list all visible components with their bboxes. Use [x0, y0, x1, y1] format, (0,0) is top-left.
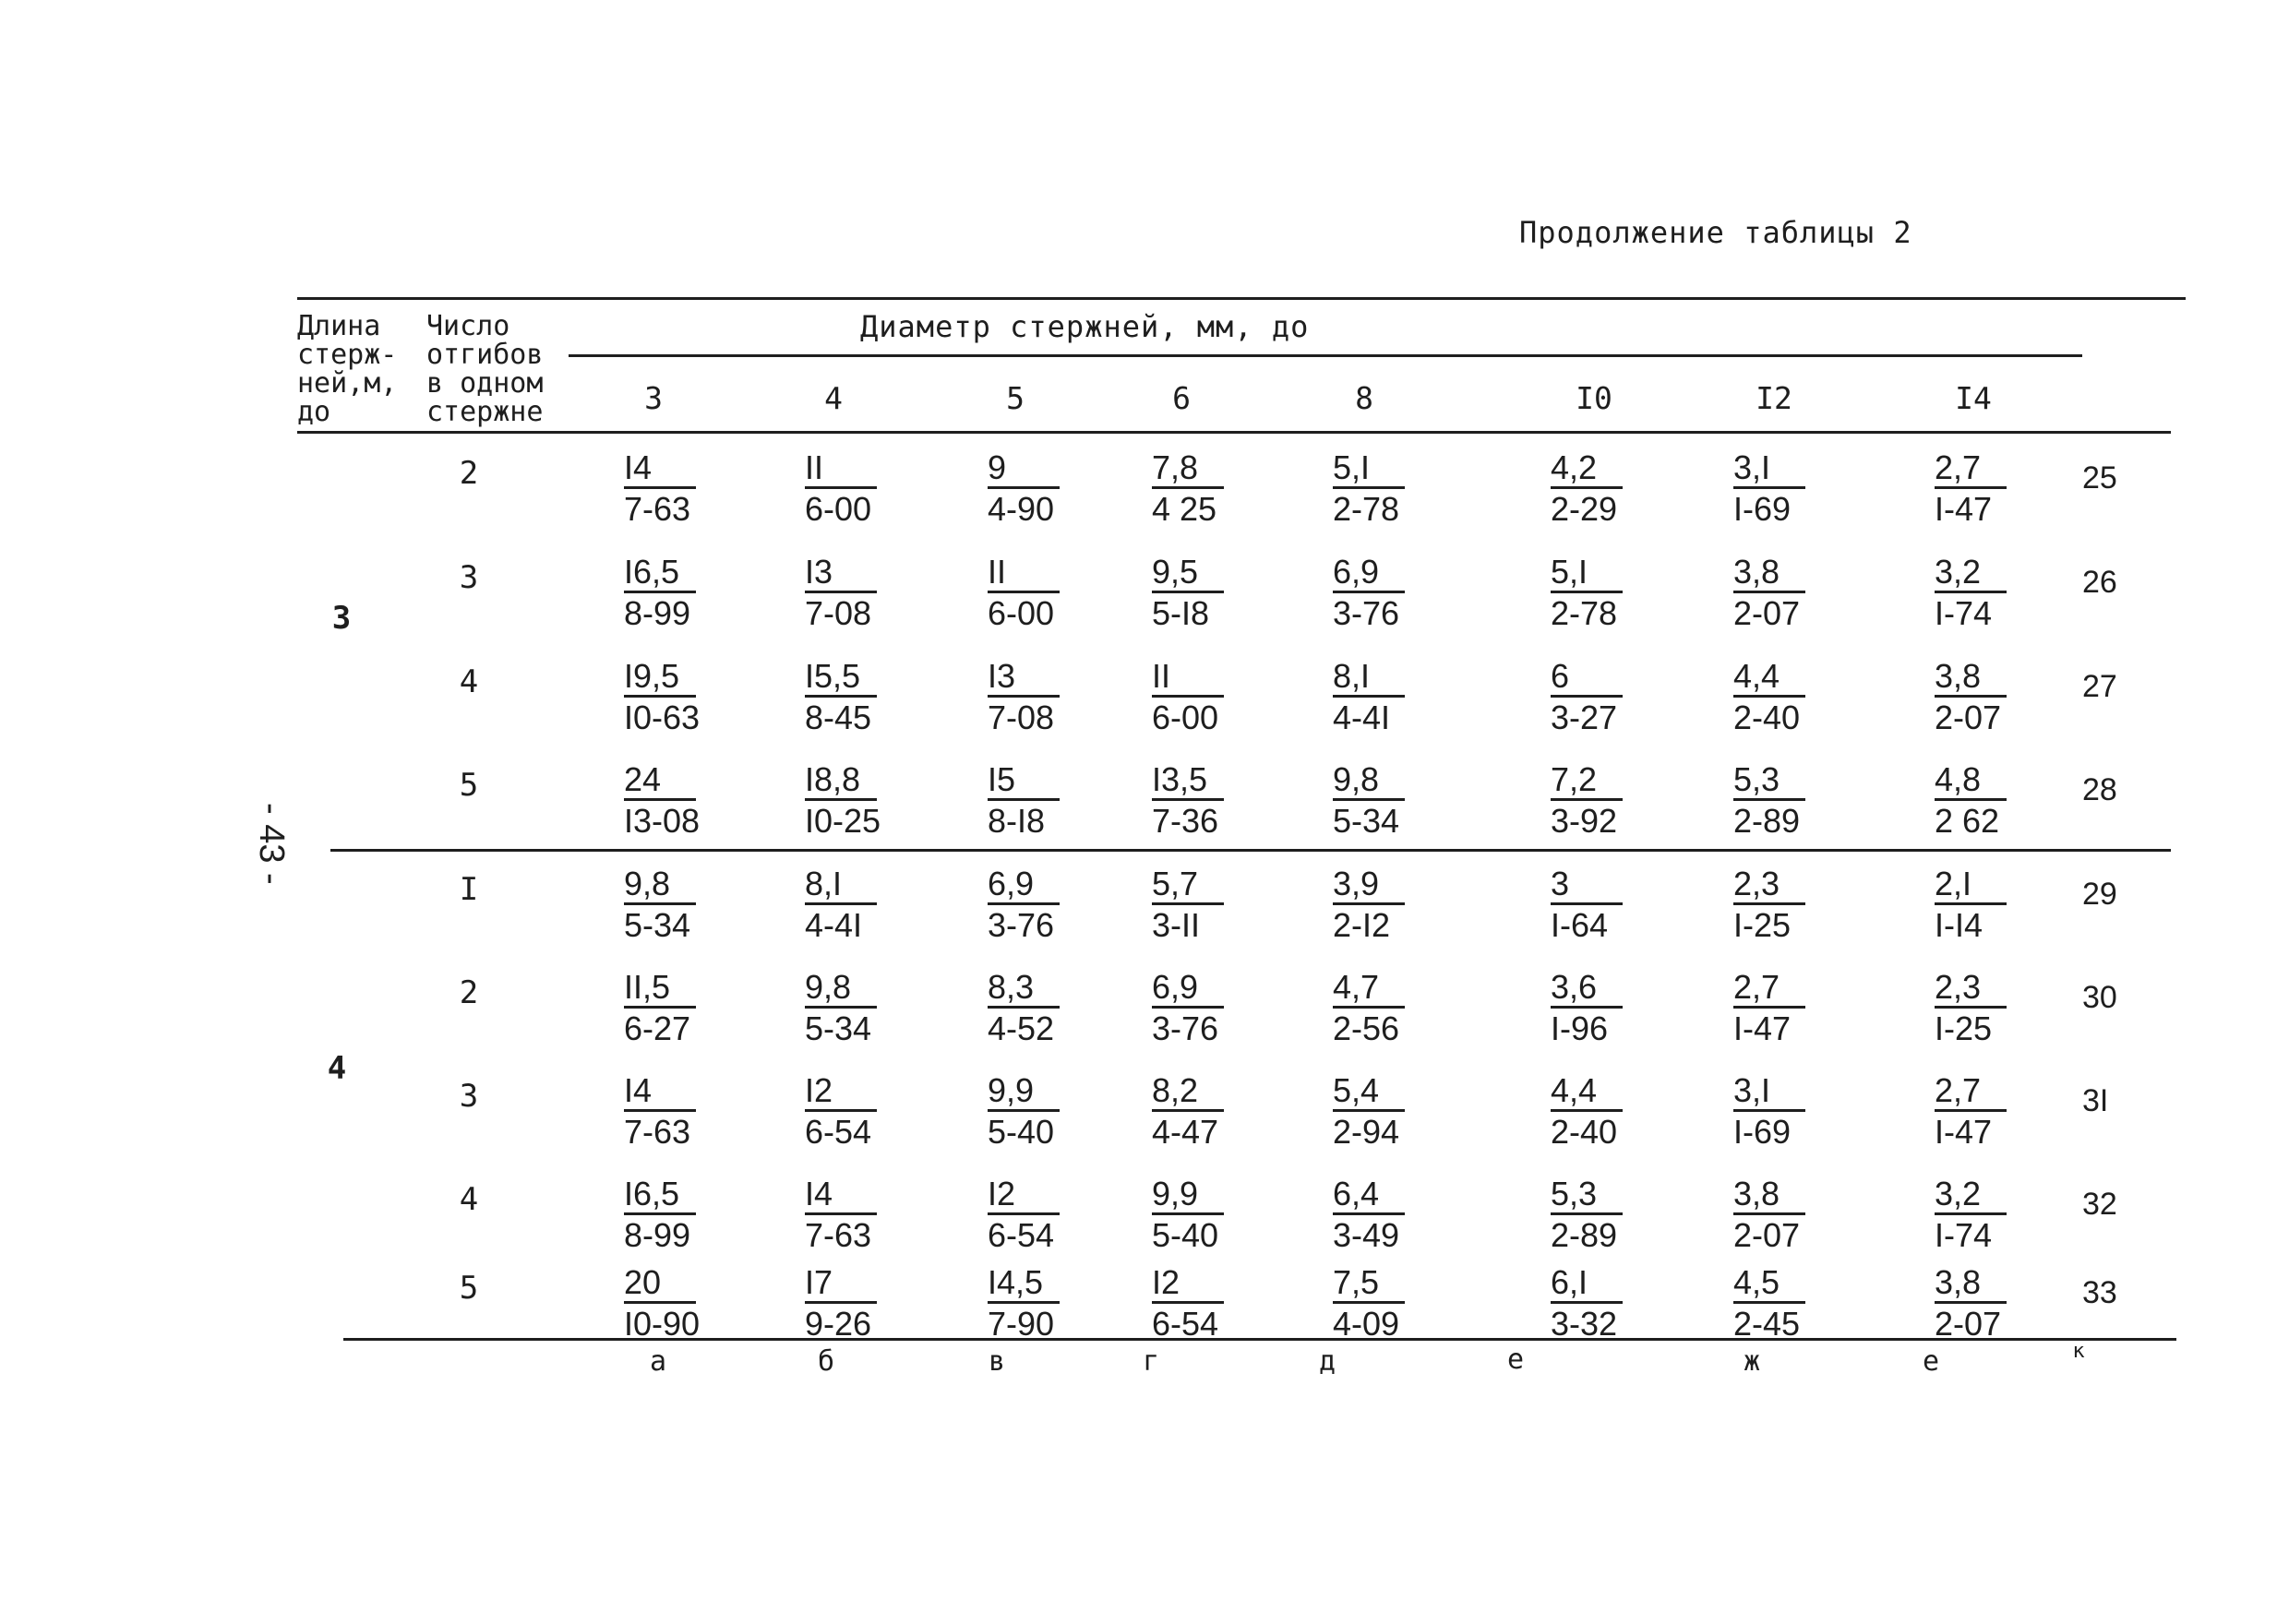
- table-cell: [988, 761, 1060, 840]
- cell-numerator: I2: [805, 1072, 877, 1112]
- bends-header-line: Число: [426, 310, 510, 342]
- row-number: 26: [2082, 565, 2117, 600]
- table-cell: [1935, 969, 2007, 1047]
- table-cell: [805, 554, 877, 632]
- cell-numerator: 20: [624, 1264, 696, 1304]
- cell-denominator: 4-47: [1152, 1113, 1219, 1151]
- table-cell: [805, 969, 877, 1047]
- table-cell: [805, 658, 877, 736]
- table-cell: [988, 1072, 1060, 1151]
- cell-denominator: I-25: [1935, 1009, 1993, 1047]
- footer-letter: к: [2072, 1340, 2085, 1363]
- cell-numerator: I6,5: [624, 554, 696, 593]
- row-number: 29: [2082, 877, 2117, 912]
- row-number: 33: [2082, 1275, 2117, 1310]
- table-cell: [1152, 969, 1224, 1047]
- table-cell: [805, 866, 877, 944]
- cell-denominator: I0-25: [805, 802, 881, 840]
- cell-numerator: 5,4: [1333, 1072, 1405, 1112]
- table-cell: [1935, 1264, 2007, 1343]
- cell-numerator: 9: [988, 449, 1060, 489]
- table-cell: [1551, 449, 1623, 528]
- cell-numerator: 3,8: [1935, 658, 2007, 698]
- cell-numerator: 9,9: [988, 1072, 1060, 1112]
- table-cell: [624, 761, 700, 840]
- bends-count: 4: [459, 663, 479, 700]
- diameter-col-5: 5: [1006, 380, 1025, 416]
- cell-numerator: 4,5: [1733, 1264, 1805, 1304]
- table-cell: [988, 969, 1060, 1047]
- diameter-header-title: Диаметр стержней, мм, до: [860, 309, 1310, 344]
- row-number: 28: [2082, 772, 2117, 807]
- table-cell: [1935, 449, 2007, 528]
- cell-denominator: 6-00: [988, 594, 1055, 632]
- cell-numerator: 4,2: [1551, 449, 1623, 489]
- cell-numerator: I6,5: [624, 1176, 696, 1215]
- cell-numerator: 2,I: [1935, 866, 2007, 905]
- cell-numerator: 5,I: [1333, 449, 1405, 489]
- cell-numerator: I9,5: [624, 658, 696, 698]
- cell-denominator: I-74: [1935, 1216, 1993, 1254]
- cell-denominator: I-69: [1733, 490, 1792, 528]
- footer-letter: е: [1922, 1345, 1940, 1378]
- cell-denominator: 5-40: [988, 1113, 1055, 1151]
- cell-denominator: 4-4I: [805, 906, 863, 944]
- table-cell: [1152, 1264, 1224, 1343]
- cell-numerator: 3,9: [1333, 866, 1405, 905]
- cell-numerator: I2: [988, 1176, 1060, 1215]
- cell-numerator: I5,5: [805, 658, 877, 698]
- table-cell: [1733, 449, 1805, 528]
- cell-denominator: 3-92: [1551, 802, 1618, 840]
- bends-count: 5: [459, 1270, 479, 1307]
- table-cell: [624, 1072, 696, 1151]
- cell-numerator: 3,2: [1935, 554, 2007, 593]
- cell-numerator: 9,8: [1333, 761, 1405, 801]
- cell-denominator: 7-36: [1152, 802, 1219, 840]
- table-cell: [1333, 658, 1405, 736]
- table-cell: [1551, 658, 1623, 736]
- cell-denominator: 2-40: [1551, 1113, 1618, 1151]
- cell-denominator: I-74: [1935, 594, 1993, 632]
- footer-letter: г: [1142, 1345, 1160, 1378]
- table-cell: [988, 1176, 1060, 1254]
- cell-denominator: 2-89: [1733, 802, 1801, 840]
- cell-denominator: 6-54: [988, 1216, 1055, 1254]
- cell-numerator: I3: [805, 554, 877, 593]
- length-header-line: до: [297, 396, 331, 428]
- table-cell: [1551, 866, 1623, 944]
- cell-numerator: 5,7: [1152, 866, 1224, 905]
- cell-numerator: 3,8: [1935, 1264, 2007, 1304]
- table-cell: [624, 554, 696, 632]
- cell-denominator: I-47: [1733, 1009, 1792, 1047]
- cell-denominator: 3-49: [1333, 1216, 1400, 1254]
- table-cell: [988, 658, 1060, 736]
- cell-denominator: 9-26: [805, 1305, 872, 1343]
- cell-numerator: 7,5: [1333, 1264, 1405, 1304]
- table-cell: [1935, 866, 2007, 944]
- table-cell: [1733, 1264, 1805, 1343]
- cell-numerator: I3,5: [1152, 761, 1224, 801]
- bends-header-line: стержне: [426, 396, 544, 428]
- length-header-line: Длина: [297, 310, 381, 342]
- cell-denominator: 6-00: [805, 490, 872, 528]
- table-cell: [1333, 761, 1405, 840]
- table-cell: [624, 866, 696, 944]
- cell-denominator: 2-07: [1733, 1216, 1801, 1254]
- table-cell: [805, 1072, 877, 1151]
- diameter-col-6: 6: [1172, 380, 1191, 416]
- bends-header-line: отгибов: [426, 339, 544, 371]
- row-number: 27: [2082, 669, 2117, 704]
- cell-numerator: 3,2: [1935, 1176, 2007, 1215]
- cell-denominator: 4-09: [1333, 1305, 1400, 1343]
- diameter-col-4: 4: [824, 380, 843, 416]
- table-cell: [1333, 1176, 1405, 1254]
- row-number: 3I: [2082, 1083, 2109, 1118]
- cell-denominator: 2-I2: [1333, 906, 1391, 944]
- length-header-line: стерж-: [297, 339, 398, 371]
- cell-denominator: 2 62: [1935, 802, 2000, 840]
- cell-denominator: 7-90: [988, 1305, 1055, 1343]
- cell-denominator: 5-34: [624, 906, 691, 944]
- cell-denominator: 2-40: [1733, 699, 1801, 736]
- cell-numerator: I3: [988, 658, 1060, 698]
- cell-numerator: 9,5: [1152, 554, 1224, 593]
- cell-numerator: 24: [624, 761, 696, 801]
- cell-denominator: 2-94: [1333, 1113, 1400, 1151]
- table-cell: [624, 658, 700, 736]
- table-cell: [988, 1264, 1060, 1343]
- cell-numerator: 7,2: [1551, 761, 1623, 801]
- cell-numerator: 8,2: [1152, 1072, 1224, 1112]
- diameter-col-12: I2: [1756, 380, 1792, 416]
- cell-denominator: 2-07: [1733, 594, 1801, 632]
- cell-numerator: 4,4: [1551, 1072, 1623, 1112]
- cell-numerator: 3,8: [1733, 1176, 1805, 1215]
- footer-letter: в: [988, 1345, 1006, 1378]
- footer-letter: ж: [1743, 1345, 1761, 1378]
- cell-numerator: II: [988, 554, 1060, 593]
- cell-numerator: 6,9: [988, 866, 1060, 905]
- cell-denominator: 4-90: [988, 490, 1055, 528]
- header-bottom-rule: [297, 431, 2171, 434]
- table-cell: [1333, 449, 1405, 528]
- table-cell: [1152, 866, 1224, 944]
- cell-denominator: 2-45: [1733, 1305, 1801, 1343]
- footer-letter: е: [1506, 1343, 1525, 1376]
- cell-denominator: 3-76: [988, 906, 1055, 944]
- table-cell: [1733, 866, 1805, 944]
- row-number: 30: [2082, 980, 2117, 1015]
- diameter-col-8: 8: [1355, 380, 1373, 416]
- cell-denominator: 6-54: [1152, 1305, 1219, 1343]
- cell-denominator: 4-4I: [1333, 699, 1391, 736]
- cell-numerator: 3,6: [1551, 969, 1623, 1009]
- table-cell: [988, 449, 1060, 528]
- footer-letter: д: [1318, 1345, 1336, 1378]
- cell-denominator: 7-08: [805, 594, 872, 632]
- cell-numerator: I2: [1152, 1264, 1224, 1304]
- bends-count: 3: [459, 1078, 479, 1115]
- cell-numerator: I4: [805, 1176, 877, 1215]
- cell-numerator: 5,3: [1551, 1176, 1623, 1215]
- table-cell: [624, 449, 696, 528]
- cell-denominator: 3-27: [1551, 699, 1618, 736]
- table-cell: [1733, 554, 1805, 632]
- cell-denominator: 6-00: [1152, 699, 1219, 736]
- table-cell: [988, 866, 1060, 944]
- cell-denominator: I-96: [1551, 1009, 1609, 1047]
- table-top-rule: [297, 297, 2186, 300]
- table-cell: [1935, 761, 2007, 840]
- table-cell: [624, 1176, 696, 1254]
- cell-numerator: 4,7: [1333, 969, 1405, 1009]
- cell-numerator: II: [805, 449, 877, 489]
- footer-letter: а: [649, 1345, 667, 1378]
- cell-numerator: 3: [1551, 866, 1623, 905]
- page-number: - 43 -: [252, 803, 291, 885]
- cell-numerator: II: [1152, 658, 1224, 698]
- table-cell: [1152, 449, 1224, 528]
- cell-denominator: 4 25: [1152, 490, 1217, 528]
- cell-denominator: I-I4: [1935, 906, 1983, 944]
- cell-denominator: 6-27: [624, 1009, 691, 1047]
- table-cell: [1333, 969, 1405, 1047]
- table-cell: [1733, 1176, 1805, 1254]
- cell-denominator: I3-08: [624, 802, 701, 840]
- cell-denominator: 5-34: [805, 1009, 872, 1047]
- table-cell: [1935, 1072, 2007, 1151]
- cell-numerator: 8,I: [805, 866, 877, 905]
- table-cell: [1333, 1264, 1405, 1343]
- cell-denominator: 6-54: [805, 1113, 872, 1151]
- cell-denominator: 5-34: [1333, 802, 1400, 840]
- group-divider-rule: [330, 849, 2171, 852]
- bends-header-line: в одном: [426, 367, 544, 400]
- table-cell: [1152, 658, 1224, 736]
- table-cell: [1733, 969, 1805, 1047]
- cell-numerator: 7,8: [1152, 449, 1224, 489]
- table-cell: [1935, 1176, 2007, 1254]
- cell-denominator: 3-32: [1551, 1305, 1618, 1343]
- bends-count: 2: [459, 974, 479, 1011]
- table-cell: [1333, 554, 1405, 632]
- cell-numerator: I4: [624, 1072, 696, 1112]
- table-cell: [805, 1264, 877, 1343]
- cell-numerator: 8,3: [988, 969, 1060, 1009]
- cell-denominator: I0-63: [624, 699, 701, 736]
- table-cell: [624, 969, 696, 1047]
- table-cell: [1551, 1176, 1623, 1254]
- cell-numerator: I4,5: [988, 1264, 1060, 1304]
- cell-denominator: I-64: [1551, 906, 1609, 944]
- table-cell: [1551, 969, 1623, 1047]
- cell-denominator: I-25: [1733, 906, 1792, 944]
- cell-denominator: 3-76: [1152, 1009, 1219, 1047]
- cell-numerator: 4,4: [1733, 658, 1805, 698]
- table-cell: [1733, 658, 1805, 736]
- bends-count: 3: [459, 559, 479, 596]
- cell-numerator: 6,9: [1333, 554, 1405, 593]
- cell-denominator: 3-76: [1333, 594, 1400, 632]
- cell-denominator: 7-63: [624, 1113, 691, 1151]
- table-cell: [1152, 554, 1224, 632]
- diameter-col-3: 3: [644, 380, 663, 416]
- diameter-col-14: I4: [1955, 380, 1992, 416]
- cell-denominator: 7-63: [624, 490, 691, 528]
- rod-length-group-label: 4: [327, 1050, 347, 1087]
- table-cell: [1935, 658, 2007, 736]
- cell-denominator: 2-78: [1551, 594, 1618, 632]
- cell-numerator: 4,8: [1935, 761, 2007, 801]
- cell-denominator: 7-63: [805, 1216, 872, 1254]
- cell-denominator: 2-56: [1333, 1009, 1400, 1047]
- cell-numerator: 6: [1551, 658, 1623, 698]
- table-cell: [988, 554, 1060, 632]
- table-cell: [1333, 866, 1405, 944]
- row-number: 25: [2082, 460, 2117, 496]
- cell-numerator: 6,I: [1551, 1264, 1623, 1304]
- cell-numerator: I4: [624, 449, 696, 489]
- cell-denominator: I-69: [1733, 1113, 1792, 1151]
- cell-denominator: I0-90: [624, 1305, 701, 1343]
- rod-length-group-label: 3: [331, 600, 352, 637]
- cell-denominator: 8-99: [624, 594, 691, 632]
- cell-numerator: 2,3: [1935, 969, 2007, 1009]
- cell-numerator: 2,3: [1733, 866, 1805, 905]
- length-header-line: ней,м,: [297, 367, 398, 400]
- bends-count: 2: [459, 455, 479, 492]
- table-cell: [1152, 1176, 1224, 1254]
- table-bottom-rule: [343, 1338, 2176, 1341]
- cell-denominator: 3-II: [1152, 906, 1201, 944]
- cell-denominator: I-47: [1935, 1113, 1993, 1151]
- bends-count: 5: [459, 767, 479, 804]
- cell-numerator: 2,7: [1935, 449, 2007, 489]
- diameter-col-10: I0: [1576, 380, 1612, 416]
- cell-denominator: 2-78: [1333, 490, 1400, 528]
- table-caption: Продолжение таблицы 2: [1519, 215, 1912, 250]
- table-cell: [1551, 554, 1623, 632]
- table-cell: [1733, 1072, 1805, 1151]
- cell-numerator: 2,7: [1733, 969, 1805, 1009]
- table-cell: [1551, 1264, 1623, 1343]
- row-number: 32: [2082, 1187, 2117, 1222]
- bends-count: I: [459, 871, 479, 908]
- cell-denominator: 8-99: [624, 1216, 691, 1254]
- cell-numerator: I7: [805, 1264, 877, 1304]
- cell-denominator: 5-40: [1152, 1216, 1219, 1254]
- cell-denominator: 4-52: [988, 1009, 1055, 1047]
- cell-numerator: 6,9: [1152, 969, 1224, 1009]
- table-cell: [805, 761, 881, 840]
- cell-numerator: 8,I: [1333, 658, 1405, 698]
- table-cell: [1551, 1072, 1623, 1151]
- cell-numerator: 3,I: [1733, 1072, 1805, 1112]
- table-cell: [805, 1176, 877, 1254]
- table-cell: [1733, 761, 1805, 840]
- cell-numerator: 5,3: [1733, 761, 1805, 801]
- cell-numerator: 5,I: [1551, 554, 1623, 593]
- cell-numerator: 2,7: [1935, 1072, 2007, 1112]
- length-column-header: [297, 312, 397, 426]
- cell-denominator: 2-07: [1935, 1305, 2002, 1343]
- footer-letter: б: [817, 1345, 835, 1378]
- cell-numerator: I8,8: [805, 761, 877, 801]
- cell-numerator: II,5: [624, 969, 696, 1009]
- diameter-header-rule: [569, 354, 2082, 357]
- cell-numerator: 9,8: [624, 866, 696, 905]
- table-cell: [1333, 1072, 1405, 1151]
- cell-denominator: 8-I8: [988, 802, 1046, 840]
- cell-numerator: 6,4: [1333, 1176, 1405, 1215]
- cell-numerator: 9,9: [1152, 1176, 1224, 1215]
- table-cell: [1152, 761, 1224, 840]
- bends-count: 4: [459, 1181, 479, 1218]
- bends-column-header: [426, 312, 543, 426]
- cell-numerator: 3,I: [1733, 449, 1805, 489]
- cell-denominator: 5-I8: [1152, 594, 1210, 632]
- cell-denominator: I-47: [1935, 490, 1993, 528]
- cell-denominator: 2-29: [1551, 490, 1618, 528]
- table-cell: [624, 1264, 700, 1343]
- cell-denominator: 8-45: [805, 699, 872, 736]
- cell-denominator: 2-89: [1551, 1216, 1618, 1254]
- cell-denominator: 7-08: [988, 699, 1055, 736]
- cell-denominator: 2-07: [1935, 699, 2002, 736]
- cell-numerator: 3,8: [1733, 554, 1805, 593]
- table-cell: [1551, 761, 1623, 840]
- table-cell: [805, 449, 877, 528]
- cell-numerator: 9,8: [805, 969, 877, 1009]
- cell-numerator: I5: [988, 761, 1060, 801]
- table-cell: [1935, 554, 2007, 632]
- table-cell: [1152, 1072, 1224, 1151]
